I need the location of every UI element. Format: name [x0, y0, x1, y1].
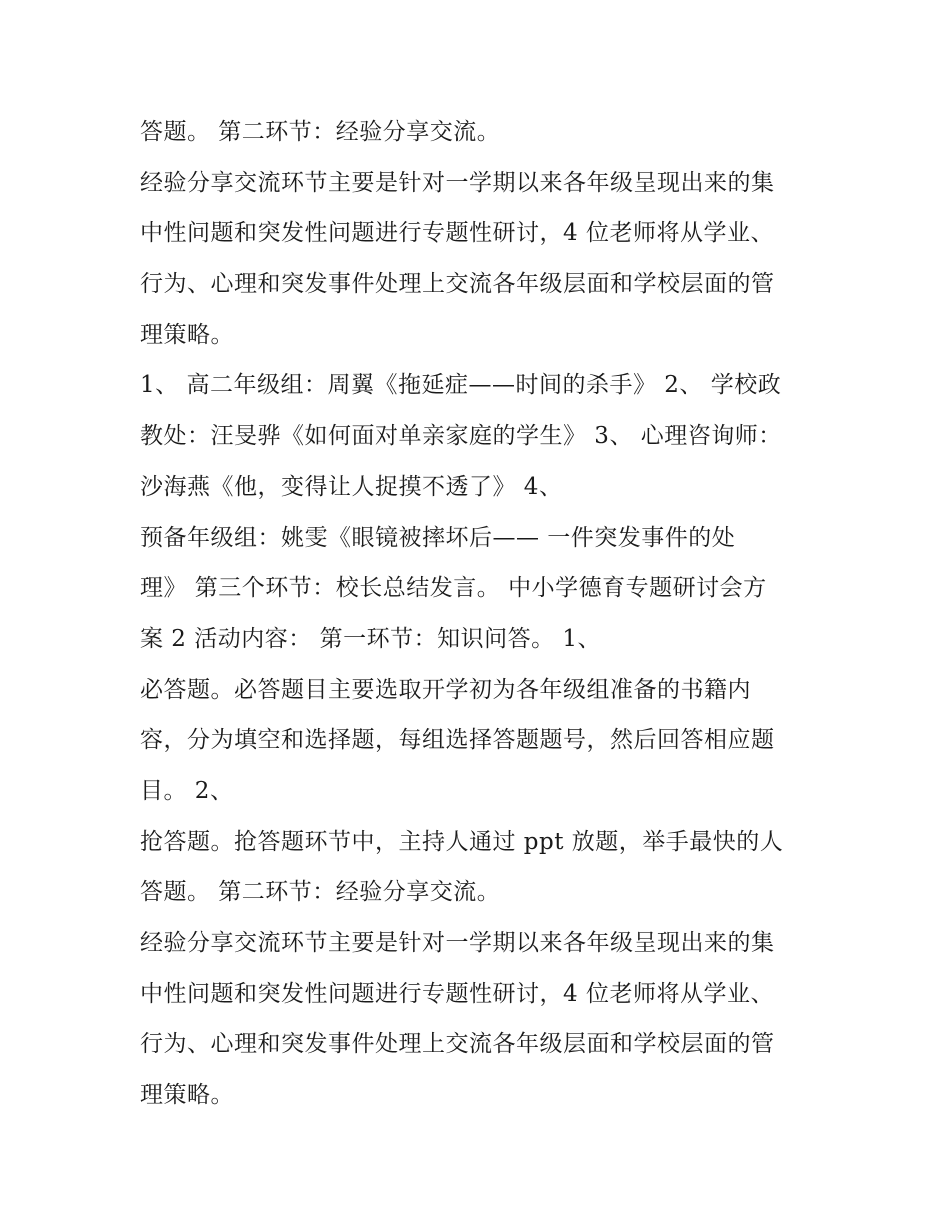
text-line: 必答题。必答题目主要选取开学初为各年级组准备的书籍内	[140, 676, 751, 703]
text-line: 理策略。	[140, 321, 234, 348]
text-line: 沙海燕《他，变得让人捉摸不透了》 4、	[140, 473, 563, 500]
text-line: 答题。 第二环节：经验分享交流。	[140, 119, 501, 145]
text-line: 案 2 活动内容： 第一环节：知识问答。 1、	[140, 625, 602, 652]
text-line: 目。 2、	[140, 777, 234, 804]
text-line: 教处：汪旻骅《如何面对单亲家庭的学生》 3、 心理咨询师：	[140, 423, 782, 450]
text-line: 经验分享交流环节主要是针对一学期以来各年级呈现出来的集	[140, 930, 775, 956]
text-line: 抢答题。抢答题环节中，主持人通过 ppt 放题，举手最快的人	[140, 828, 784, 855]
text-line: 中性问题和突发性问题进行专题性研讨，4 位老师将从学业、	[140, 220, 774, 247]
text-line: 行为、心理和突发事件处理上交流各年级层面和学校层面的管	[140, 271, 775, 298]
text-line: 容，分为填空和选择题，每组选择答题题号，然后回答相应题	[140, 727, 775, 754]
text-line: 理》 第三个环节：校长总结发言。 中小学德育专题研讨会方	[140, 575, 767, 602]
document-body	[140, 107, 820, 1121]
text-line: 行为、心理和突发事件处理上交流各年级层面和学校层面的管	[140, 1031, 775, 1058]
text-line: 经验分享交流环节主要是针对一学期以来各年级呈现出来的集	[140, 169, 775, 196]
text-line: 答题。 第二环节：经验分享交流。	[140, 879, 501, 906]
text-line: 1、 高二年级组：周翼《拖延症——时间的杀手》 2、 学校政	[140, 372, 782, 399]
text-line: 中性问题和突发性问题进行专题性研讨，4 位老师将从学业、	[140, 980, 774, 1007]
text-line: 预备年级组：姚雯《眼镜被摔坏后—— 一件突发事件的处	[140, 524, 736, 551]
text-line: 理策略。	[140, 1082, 234, 1109]
